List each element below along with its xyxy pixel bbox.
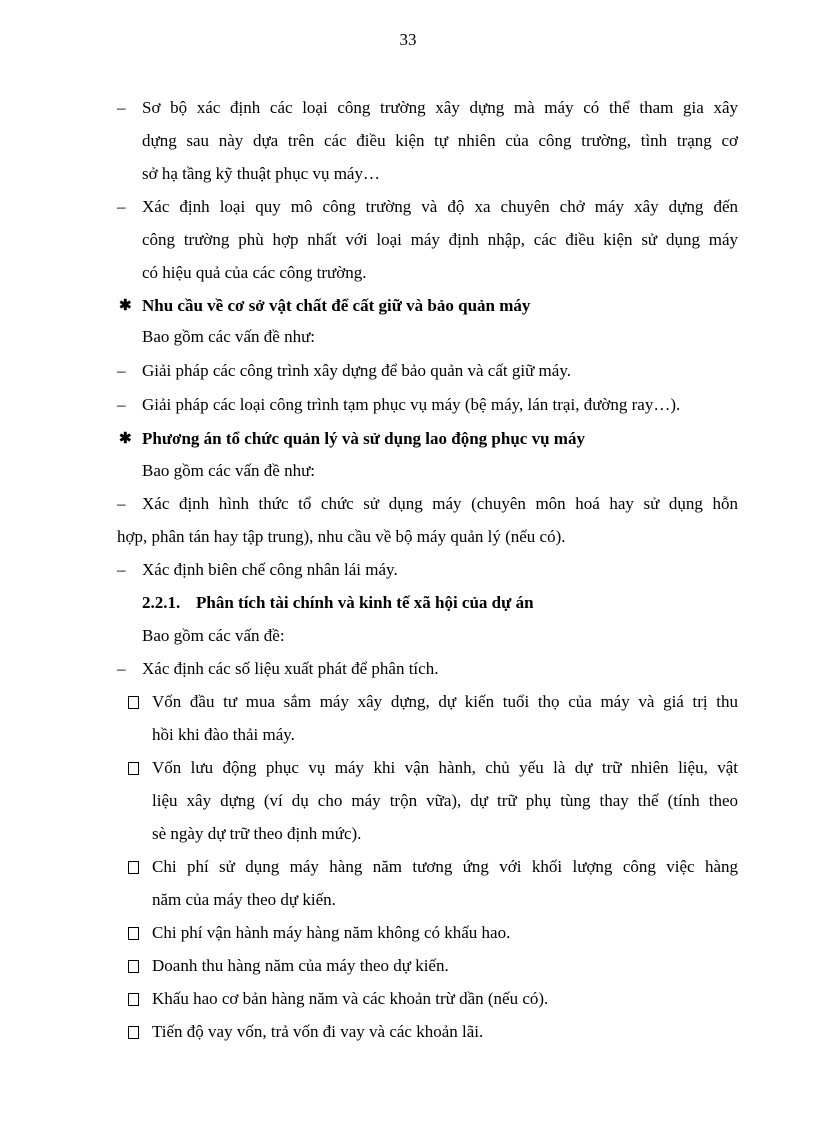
intro-text: Bao gồm các vấn đề như: <box>142 461 316 480</box>
dash-bullet: – <box>117 659 126 678</box>
list-item: Xác định biên chế công nhân lái máy. <box>142 560 398 579</box>
paragraph-line: công trường phù hợp nhất với loại máy định nhập, các điều kiện sử dụng máy <box>142 230 738 249</box>
page-number: 33 <box>399 30 417 49</box>
sub-item-line: Vốn lưu động phục vụ máy khi vận hành, chủ yếu là dự trữ nhiên liệu, vật <box>152 758 738 777</box>
section-title: Phân tích tài chính và kinh tế xã hội của dự án <box>196 593 534 612</box>
heading-labor: Phương án tổ chức quản lý và sử dụng lao động phục vụ máy <box>142 429 585 448</box>
list-item: Xác định hình thức tổ chức sử dụng máy (chuyên môn hoá hay sử dụng hỗn <box>142 494 738 513</box>
paragraph-line: dựng sau này dựa trên các điều kiện tự nhiên của công trường, tình trạng cơ <box>142 131 738 150</box>
checkbox-bullet-icon <box>128 762 139 775</box>
paragraph-line: sở hạ tầng kỹ thuật phục vụ máy… <box>142 164 380 183</box>
checkbox-bullet-icon <box>128 960 139 973</box>
list-item: Giải pháp các loại công trình tạm phục vụ máy (bệ máy, lán trại, đường ray…). <box>142 395 681 414</box>
list-item: Giải pháp các công trình xây dựng để bảo quản và cất giữ máy. <box>142 361 571 380</box>
paragraph-line: có hiệu quả của các công trường. <box>142 263 367 282</box>
dash-bullet: – <box>117 395 126 414</box>
sub-item-line: Chi phí sử dụng máy hàng năm tương ứng với khối lượng công việc hàng <box>152 857 738 876</box>
paragraph-line: Xác định loại quy mô công trường và độ xa chuyên chở máy xây dựng đến <box>142 197 738 216</box>
list-item: Xác định các số liệu xuất phát để phân tích. <box>142 659 439 678</box>
intro-text: Bao gồm các vấn đề: <box>142 626 285 645</box>
paragraph-line: Sơ bộ xác định các loại công trường xây dựng mà máy có thể tham gia xây <box>142 98 738 117</box>
checkbox-bullet-icon <box>128 1026 139 1039</box>
dash-bullet: – <box>117 361 126 380</box>
checkbox-bullet-icon <box>128 861 139 874</box>
heading-storage: Nhu cầu về cơ sở vật chất để cất giữ và bảo quản máy <box>142 296 531 315</box>
sub-item-line: Vốn đầu tư mua sắm máy xây dựng, dự kiến tuổi thọ của máy và giá trị thu <box>152 692 738 711</box>
intro-text: Bao gồm các vấn đề như: <box>142 327 316 346</box>
dash-bullet: – <box>117 197 126 216</box>
list-item-continuation: hợp, phân tán hay tập trung), nhu cầu về bộ máy quản lý (nếu có). <box>117 527 566 546</box>
checkbox-bullet-icon <box>128 993 139 1006</box>
dash-bullet: – <box>117 560 126 579</box>
dash-bullet: – <box>117 494 126 513</box>
star-bullet-icon: ✱ <box>119 298 132 314</box>
section-number: 2.2.1. <box>142 593 181 612</box>
sub-item-line: năm của máy theo dự kiến. <box>152 890 336 909</box>
star-bullet-icon: ✱ <box>119 431 132 447</box>
sub-item-line: Tiến độ vay vốn, trả vốn đi vay và các khoản lãi. <box>152 1022 484 1041</box>
sub-item-line: hồi khi đào thải máy. <box>152 725 295 744</box>
sub-item-line: liệu xây dựng (ví dụ cho máy trộn vữa), dự trữ phụ tùng thay thế (tính theo <box>152 791 738 810</box>
sub-item-line: Doanh thu hàng năm của máy theo dự kiến. <box>152 956 449 975</box>
sub-item-line: Chi phí vận hành máy hàng năm không có khấu hao. <box>152 923 511 942</box>
checkbox-bullet-icon <box>128 927 139 940</box>
sub-item-line: Khấu hao cơ bản hàng năm và các khoản trừ dần (nếu có). <box>152 989 549 1008</box>
dash-bullet: – <box>117 98 126 117</box>
checkbox-bullet-icon <box>128 696 139 709</box>
sub-item-line: sè ngày dự trữ theo định mức). <box>152 824 362 843</box>
